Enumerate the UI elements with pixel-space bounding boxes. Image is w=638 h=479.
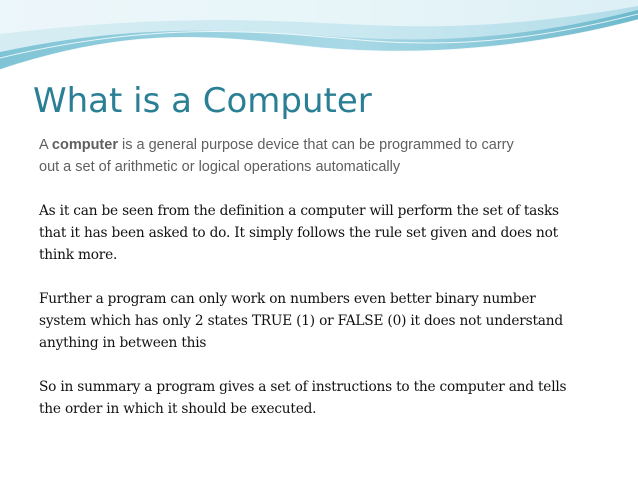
definition-paragraph: [39, 134, 629, 178]
slide-body: [39, 134, 629, 420]
spacer: [39, 266, 629, 288]
paragraph-binary: [39, 288, 629, 354]
paragraph-summary: [39, 376, 629, 420]
definition-term: computer: [51, 137, 118, 153]
definition-rest: is a general purpose device that can be programmed to carry: [117, 137, 514, 153]
paragraph-line: think more.: [39, 247, 118, 263]
paragraph-line: the order in which it should be executed.: [39, 401, 317, 417]
spacer: [39, 178, 629, 200]
paragraph-line: As it can be seen from the definition a computer will perform the set of tasks: [39, 203, 559, 219]
definition-line-2: out a set of arithmetic or logical operations automatically: [39, 159, 401, 175]
spacer: [39, 354, 629, 376]
slide-title: What is a Computer: [33, 81, 372, 121]
definition-prefix: A: [39, 137, 52, 153]
paragraph-line: system which has only 2 states TRUE (1) or FALSE (0) it does not understand: [39, 313, 563, 329]
paragraph-line: So in summary a program gives a set of instructions to the computer and tells: [39, 379, 567, 395]
paragraph-line: that it has been asked to do. It simply follows the rule set given and does not: [39, 225, 558, 241]
decorative-wave-header: [0, 0, 638, 80]
paragraph-line: anything in between this: [39, 335, 207, 351]
paragraph-line: Further a program can only work on numbers even better binary number: [39, 291, 536, 307]
paragraph-tasks: [39, 200, 629, 266]
